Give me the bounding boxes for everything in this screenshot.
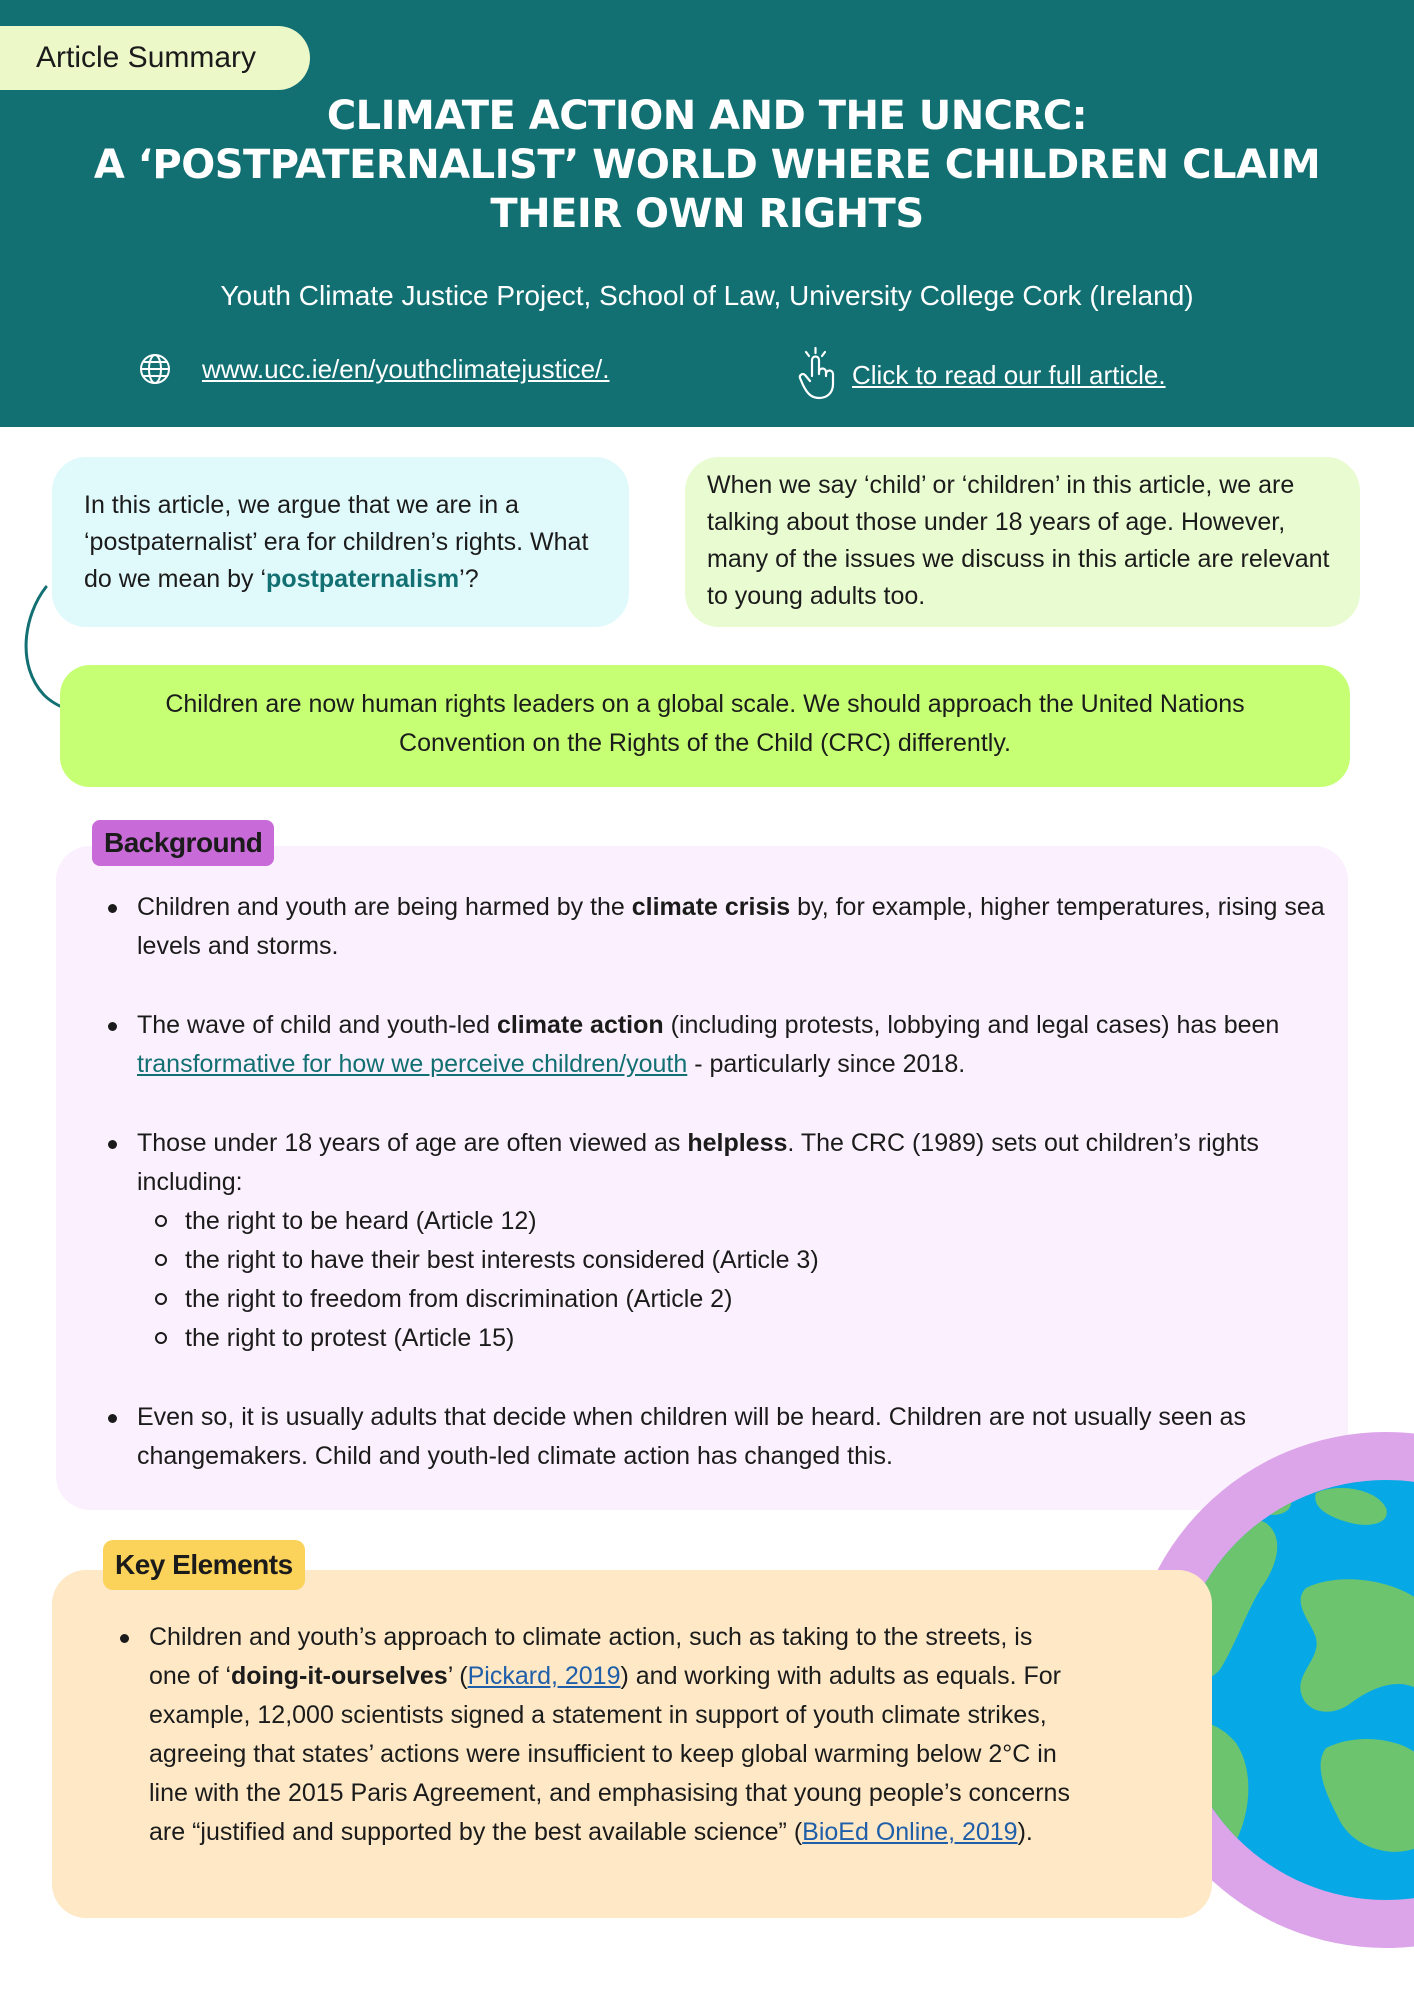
bullet-bold: doing-it-ourselves bbox=[231, 1662, 448, 1690]
title-line-1: CLIMATE ACTION AND THE UNCRC: bbox=[326, 93, 1088, 139]
read-full-article-link[interactable]: Click to read our full article. bbox=[852, 360, 1166, 390]
bullet-text: (including protests, lobbying and legal cases) has been bbox=[663, 1011, 1280, 1039]
article-summary-tag: Article Summary bbox=[0, 26, 310, 90]
bullet-text: ’ ( bbox=[447, 1662, 468, 1690]
bullet-text: Those under 18 years of age are often viewed as bbox=[137, 1129, 688, 1157]
bullet-text: Children and youth are being harmed by the bbox=[137, 893, 632, 921]
bullet-text: . The CRC (1989) sets out children’s rights including: bbox=[137, 1129, 1259, 1196]
page-title bbox=[80, 92, 1334, 239]
globe-icon bbox=[138, 352, 172, 386]
pickard-citation-link[interactable]: Pickard, 2019 bbox=[467, 1662, 621, 1690]
bullet-bold: climate action bbox=[496, 1011, 664, 1039]
right-item: the right to have their best interests considered (Article 3) bbox=[185, 1241, 1327, 1280]
rights-list bbox=[137, 1202, 1327, 1358]
bullet-text: The wave of child and youth-led bbox=[137, 1011, 497, 1039]
website-link[interactable]: www.ucc.ie/en/youthclimatejustice/. bbox=[202, 354, 610, 384]
hand-pointer-icon bbox=[796, 346, 842, 402]
child-definition-box: When we say ‘child’ or ‘children’ in this article, we are talking about those under 18 years of age. However, many of the issues we discuss in this article are relevant to young adults too. bbox=[685, 457, 1360, 627]
background-heading: Background bbox=[92, 820, 274, 866]
bullet-text: ) and working with adults as equals. For example, 12,000 scientists signed a statement in support of youth climate strikes, agreeing that states’ actions were insufficient to keep global warming below 2°C in line with the 2015 Paris Agreement, and emphasising that young people’s concerns are “justified and supported by the best available science” ( bbox=[149, 1662, 1070, 1846]
bullet-bold: helpless bbox=[687, 1129, 788, 1157]
list-item bbox=[137, 1124, 1327, 1358]
list-item bbox=[137, 1006, 1327, 1084]
bullet-text: by, for example, higher temperatures, rising sea levels and storms. bbox=[137, 893, 1325, 960]
bioed-citation-link[interactable]: BioEd Online, 2019 bbox=[802, 1818, 1018, 1846]
box1-text-end: ’? bbox=[459, 565, 479, 593]
list-item bbox=[137, 888, 1327, 966]
list-item: Even so, it is usually adults that decide when children will be heard. Children are not usually seen as changemakers. Child and youth-led climate action has changed this. bbox=[137, 1398, 1327, 1476]
postpaternalism-question-box bbox=[52, 457, 629, 627]
transformative-link[interactable]: transformative for how we perceive children/youth bbox=[137, 1050, 688, 1078]
bullet-text: - particularly since 2018. bbox=[687, 1050, 966, 1078]
right-item: the right to be heard (Article 12) bbox=[185, 1202, 1327, 1241]
key-elements-heading: Key Elements bbox=[103, 1540, 305, 1590]
subtitle: Youth Climate Justice Project, School of Law, University College Cork (Ireland) bbox=[220, 280, 1194, 311]
bullet-text: ). bbox=[1017, 1818, 1033, 1846]
box1-text: In this article, we argue that we are in a ‘postpaternalist’ era for children’s rights. What do we mean by ‘ bbox=[84, 491, 589, 593]
postpaternalism-keyword: postpaternalism bbox=[266, 565, 460, 593]
list-item bbox=[149, 1618, 1079, 1852]
title-line-2: A ‘POSTPATERNALIST’ WORLD WHERE CHILDREN CLAIM bbox=[93, 142, 1321, 188]
key-elements-list bbox=[149, 1618, 1079, 1852]
right-item: the right to freedom from discrimination (Article 2) bbox=[185, 1280, 1327, 1319]
right-item: the right to protest (Article 15) bbox=[185, 1319, 1327, 1358]
background-list bbox=[137, 888, 1327, 1516]
title-line-3: THEIR OWN RIGHTS bbox=[490, 191, 924, 237]
key-message-box: Children are now human rights leaders on a global scale. We should approach the United Nations Convention on the Rights of the Child (CRC) differently. bbox=[60, 665, 1350, 787]
bullet-text: Children and youth’s approach to climate action, such as taking to the streets, is one of ‘ bbox=[149, 1623, 1033, 1690]
bullet-bold: climate crisis bbox=[631, 893, 791, 921]
